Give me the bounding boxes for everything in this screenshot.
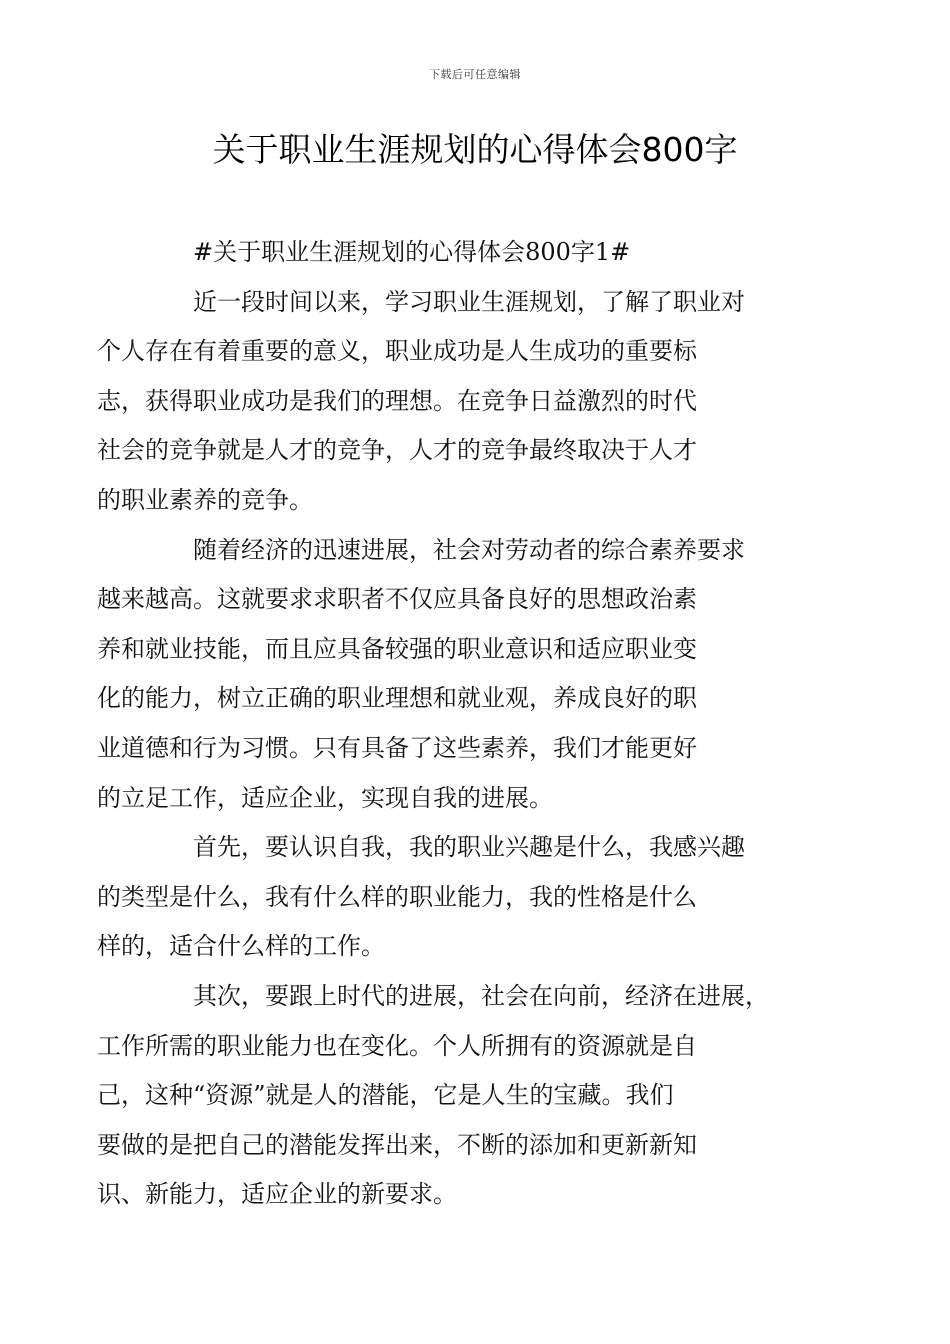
paragraph-line: 的立足工作，适应企业，实现自我的进展。 [97, 783, 553, 812]
paragraph-line: 个人存在有着重要的意义，职业成功是人生成功的重要标 [97, 337, 697, 366]
paragraph-line: 工作所需的职业能力也在变化。个人所拥有的资源就是自 [97, 1031, 697, 1060]
paragraph-line: 随着经济的迅速进展，社会对劳动者的综合素养要求 [193, 535, 745, 564]
paragraph-line: 志，获得职业成功是我们的理想。在竞争日益激烈的时代 [97, 386, 697, 415]
paragraph-line: 要做的是把自己的潜能发挥出来，不断的添加和更新新知 [97, 1130, 697, 1159]
paragraph-4 [97, 972, 835, 1220]
paragraph-line: 其次，要跟上时代的进展，社会在向前，经济在进展， [193, 981, 769, 1010]
paragraph-line: 近一段时间以来，学习职业生涯规划，了解了职业对 [193, 287, 745, 316]
paragraph-line: 样的，适合什么样的工作。 [97, 932, 385, 961]
paragraph-line: 养和就业技能，而且应具备较强的职业意识和适应职业变 [97, 634, 697, 663]
paragraph-2 [97, 526, 835, 824]
document-body [97, 228, 835, 1220]
paragraph-line: 社会的竞争就是人才的竞争，人才的竞争最终取决于人才 [97, 436, 697, 465]
paragraph-1 [97, 278, 835, 526]
paragraph-line: 首先，要认识自我，我的职业兴趣是什么，我感兴趣 [193, 833, 745, 862]
paragraph-line: 的类型是什么，我有什么样的职业能力，我的性格是什么 [97, 882, 697, 911]
paragraph-line: 识、新能力，适应企业的新要求。 [97, 1180, 457, 1209]
paragraph-line: 的职业素养的竞争。 [97, 485, 313, 514]
paragraph-line: 业道德和行为习惯。只有具备了这些素养，我们才能更好 [97, 733, 697, 762]
paragraph-line: 化的能力，树立正确的职业理想和就业观，养成良好的职 [97, 684, 697, 713]
section-heading: #关于职业生涯规划的心得体会800字1# [193, 238, 631, 266]
paragraph-3 [97, 823, 835, 972]
paragraph-line: 己，这种“资源”就是人的潜能，它是人生的宝藏。我们 [97, 1081, 674, 1110]
paragraph-line: 越来越高。这就要求求职者不仅应具备良好的思想政治素 [97, 585, 697, 614]
header-note: 下载后可任意编辑 [429, 68, 521, 81]
document-title: 关于职业生涯规划的心得体会800字 [212, 130, 738, 169]
